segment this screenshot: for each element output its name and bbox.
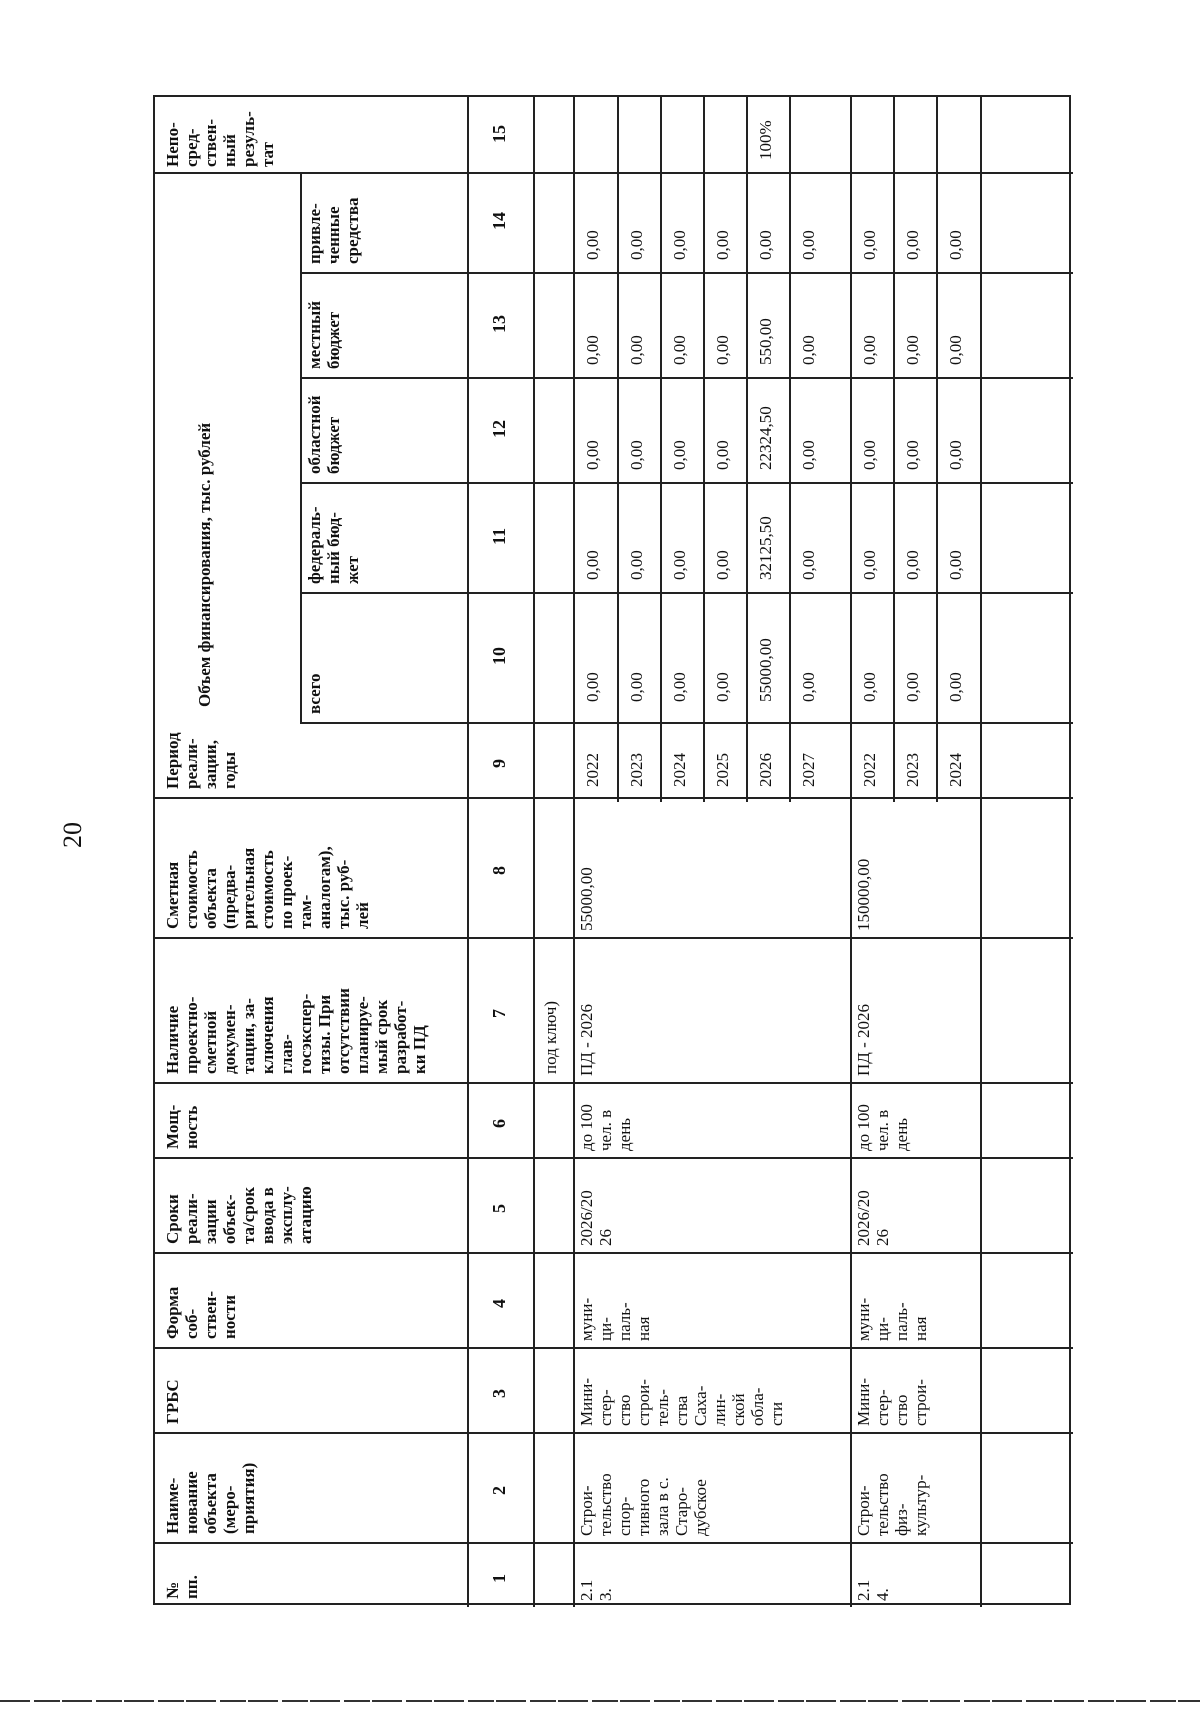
attracted-cell: 0,00 [946,230,965,260]
attracted-cell: 0,00 [756,230,775,260]
column-number: 4 [489,1298,509,1308]
total-cell: 0,00 [799,672,818,702]
table-rule [300,377,1073,379]
header-h8: Сметная стоимость объекта (предва- рительная стоимость по проек- там- аналогам), тыс. руб- лей [163,846,372,929]
regional-cell: 0,00 [799,440,818,470]
total-cell: 0,00 [946,672,965,702]
table-rule [155,1082,1073,1084]
header-h10: всего [305,673,324,714]
regional-cell: 0,00 [713,440,732,470]
year-cell: 2026 [756,753,775,787]
federal-cell: 0,00 [903,550,922,580]
year-cell: 2023 [627,753,646,787]
attracted-cell: 0,00 [799,230,818,260]
local-cell: 0,00 [799,335,818,365]
local-cell: 0,00 [903,335,922,365]
column-number: 12 [489,419,509,438]
table-rule [155,1347,1073,1349]
federal-cell: 0,00 [713,550,732,580]
total-cell: 0,00 [583,672,602,702]
table-rule [893,97,895,802]
total-cell: 55000,00 [756,638,775,702]
object-pd-status: ПД - 2026 [854,1003,873,1076]
column-number: 2 [489,1486,509,1495]
year-cell: 2024 [670,753,689,787]
local-cell: 0,00 [860,335,879,365]
local-cell: 0,00 [583,335,602,365]
attracted-cell: 0,00 [670,230,689,260]
table-rule [703,97,705,802]
object-terms: 2026/20 26 [577,1190,615,1246]
attracted-cell: 0,00 [713,230,732,260]
federal-cell: 0,00 [860,550,879,580]
carry-over-text: под ключ) [541,1000,560,1074]
column-number: 9 [489,758,509,768]
table-rule [155,1157,1073,1159]
column-number: 1 [489,1573,509,1583]
total-cell: 0,00 [903,672,922,702]
column-number: 7 [489,1008,509,1018]
header-h1: № пп. [163,1575,201,1599]
object-pd-status: ПД - 2026 [577,1003,596,1076]
column-number: 8 [489,866,509,875]
year-cell: 2024 [946,753,965,787]
header-h11: федераль- ный бюд- жет [305,506,362,584]
object-ownership: муни- ци- паль- ная [854,1297,930,1341]
header-h9: Период реали- зации, годы [163,732,239,789]
federal-cell: 0,00 [670,550,689,580]
table-rule [155,1432,1073,1434]
object-number: 2.1 4. [854,1579,892,1601]
table-rule [573,97,575,1607]
year-cell: 2022 [860,753,879,787]
table-rule [850,97,852,1607]
local-cell: 0,00 [946,335,965,365]
header-h15: Непо- сред- ствен- ный резуль- тат [163,111,277,167]
column-number: 15 [489,124,509,143]
table-rule [980,97,982,1607]
federal-cell: 0,00 [946,550,965,580]
object-ownership: муни- ци- паль- ная [577,1297,653,1341]
regional-cell: 0,00 [583,440,602,470]
federal-cell: 32125,50 [756,516,775,580]
header-h2: Наиме- нование объекта (меро- приятия) [163,1462,258,1534]
year-cell: 2027 [799,753,818,787]
header-h5: Сроки реали- зации объек- та/срок ввода в эксплу- атацию [163,1186,315,1244]
object-grbs: Мини- стер- ство строи- тель- ства Саха- лин- ской обла- сти [577,1377,786,1426]
table-rule [300,482,1073,484]
year-cell: 2025 [713,753,732,787]
column-number: 10 [489,647,509,665]
regional-cell: 0,00 [627,440,646,470]
object-name: Строи- тельство физ- культур- [854,1473,930,1536]
result-cell: 100% [756,120,775,160]
object-estimated-cost: 150000,00 [854,858,873,931]
object-capacity: до 100 чел. в день [577,1104,634,1151]
table-rule [300,722,1073,724]
page-number: 20 [58,822,87,848]
attracted-cell: 0,00 [903,230,922,260]
table-rule [155,1542,1073,1544]
table-rule [660,97,662,802]
attracted-cell: 0,00 [583,230,602,260]
object-grbs: Мини- стер- ство строи- [854,1377,930,1426]
header-financing: Объем финансирования, тыс. рублей [195,422,214,707]
regional-cell: 0,00 [903,440,922,470]
column-number: 11 [489,527,509,545]
federal-cell: 0,00 [627,550,646,580]
header-h3: ГРБС [163,1379,182,1424]
object-terms: 2026/20 26 [854,1190,892,1246]
local-cell: 550,00 [756,318,775,365]
header-h14: привле- ченные средства [305,197,362,264]
table-rule [155,937,1073,939]
attracted-cell: 0,00 [627,230,646,260]
regional-cell: 22324,50 [756,406,775,470]
object-name: Строи- тельство спор- тивного зала в с. Старо- дубское [577,1473,710,1536]
header-h13: местный бюджет [305,300,343,369]
regional-cell: 0,00 [860,440,879,470]
year-cell: 2023 [903,753,922,787]
header-h4: Форма соб- ствен- ности [163,1286,239,1339]
local-cell: 0,00 [713,335,732,365]
header-h7: Наличие проектно- сметной докумен- тации, за- ключения глав- госэкспер- тизы. При отсутствии планируе- мый срок разработ- ки ПД [163,988,429,1074]
table-rule [789,97,791,802]
header-h6: Мощ- ность [163,1104,201,1149]
column-number: 13 [489,314,509,333]
table-rule [300,592,1073,594]
column-number: 5 [489,1203,509,1213]
attracted-cell: 0,00 [860,230,879,260]
year-cell: 2022 [583,753,602,787]
object-number: 2.1 3. [577,1579,615,1601]
total-cell: 0,00 [713,672,732,702]
column-number: 3 [489,1388,509,1398]
local-cell: 0,00 [670,335,689,365]
table-rule [300,172,302,722]
table-rule [746,97,748,802]
table-rule [155,1252,1073,1254]
bottom-rule [0,1700,1200,1702]
table-rule [467,97,469,1607]
regional-cell: 0,00 [946,440,965,470]
header-h12: областной бюджет [305,395,343,474]
local-cell: 0,00 [627,335,646,365]
total-cell: 0,00 [860,672,879,702]
column-number: 14 [489,212,509,230]
object-capacity: до 100 чел. в день [854,1104,911,1151]
table-rule [533,97,535,1607]
federal-cell: 0,00 [799,550,818,580]
financing-table [153,95,1071,1605]
object-estimated-cost: 55000,00 [577,867,596,931]
regional-cell: 0,00 [670,440,689,470]
total-cell: 0,00 [627,672,646,702]
table-rule [617,97,619,802]
table-rule [300,272,1073,274]
federal-cell: 0,00 [583,550,602,580]
total-cell: 0,00 [670,672,689,702]
column-number: 6 [489,1118,509,1128]
table-rule [936,97,938,802]
